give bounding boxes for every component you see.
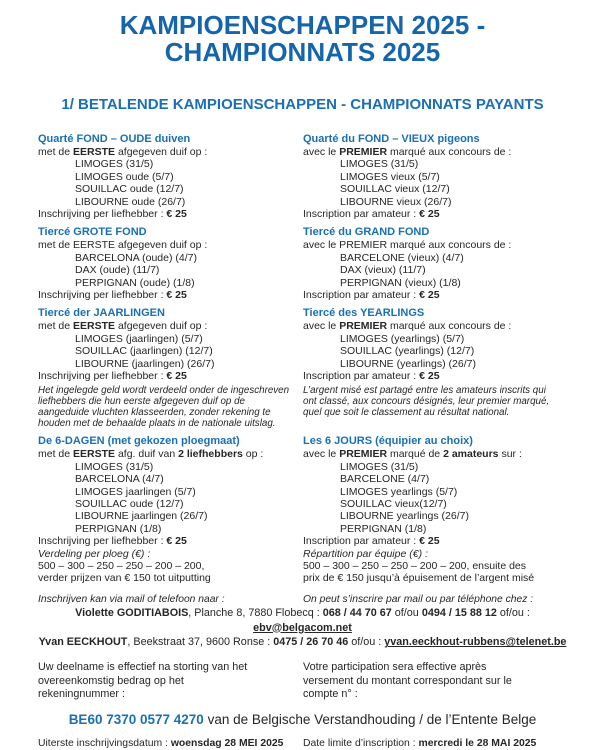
section-heading: Les 6 JOURS (équipier au choix): [303, 435, 473, 448]
flight-item: LIBOURNE (yearlings) (26/7): [340, 357, 476, 370]
iban-number: BE60 7370 0577 4270: [68, 711, 204, 727]
fee-label: Inscription par amateur :: [303, 370, 420, 383]
intro-text: marqué de: [387, 448, 444, 461]
flight-item: LIMOGES jaarlingen (5/7): [75, 485, 196, 498]
section-6-dagen: [38, 435, 303, 584]
section-intro: [303, 320, 567, 332]
intro-bold: PREMIER: [339, 146, 388, 158]
deadline-row: [38, 738, 567, 750]
flight-item: BARCELONE (vieux) (4/7): [340, 251, 464, 264]
flight-item: PERPIGNAN (1/8): [75, 522, 162, 535]
section-tierce-jaarlingen: [38, 307, 303, 429]
flight-item: LIMOGES (31/5): [340, 460, 419, 473]
intro-text: avec le: [303, 146, 340, 158]
title-line-2: CHAMPIONNATS 2025: [164, 37, 441, 67]
fee-value: € 25: [419, 208, 440, 221]
intro-bold: EERSTE: [73, 448, 116, 461]
flight-item: LIMOGES (31/5): [75, 158, 154, 171]
flight-item: LIMOGES (yearlings) (5/7): [340, 332, 465, 345]
flight-item: SOUILLAC vieux(12/7): [340, 497, 447, 510]
section-intro: [38, 146, 303, 158]
intro-text: met de: [38, 146, 74, 158]
deadline-date: mercredi le 28 MAI 2025: [418, 737, 537, 749]
intro-text: afg. duif van: [115, 448, 179, 461]
intro-text: avec le: [303, 448, 340, 461]
flight-item: LIBOURNE oude (26/7): [75, 195, 186, 208]
distribution-extra: verder prijzen van € 150 tot uitputting: [38, 572, 211, 585]
contact-phone: 068 / 44 70 67: [322, 606, 392, 619]
payout-note: Het ingelegde geld wordt verdeeld onder de ingeschreven liefhebbers die hun eerste afgegeven duif op de aangeduide vluchten klasseerden, zonder rekening te houden met de behaalde plaats in de nationale uitslag.: [38, 384, 290, 430]
intro-text: avec le: [303, 320, 340, 333]
fee-label: Inschrijving per liefhebber :: [38, 535, 167, 548]
intro-text: afgegeven duif op :: [115, 320, 208, 333]
flight-item: SOUILLAC (yearlings) (12/7): [340, 345, 475, 358]
section-heading: Tiercé der JAARLINGEN: [38, 307, 165, 320]
flight-item: LIMOGES (31/5): [340, 158, 419, 171]
fee-label: Inschrijving per liefhebber :: [38, 208, 167, 221]
flight-item: LIBOURNE vieux (26/7): [340, 195, 452, 208]
contact-address: , Beekstraat 37, 9600 Ronse :: [127, 636, 274, 649]
distribution-label: Répartition par équipe (€) :: [303, 547, 428, 560]
contact-phone: 0475 / 26 70 46: [273, 636, 349, 649]
intro-bold: EERSTE: [73, 146, 116, 158]
fee-value: € 25: [419, 370, 440, 383]
contact-phone: 0494 / 15 88 12: [421, 606, 497, 619]
flight-item: LIMOGES (jaarlingen) (5/7): [75, 332, 203, 345]
fee-value: € 25: [166, 289, 187, 302]
flight-item: DAX (oude) (11/7): [75, 264, 160, 277]
flight-item: LIBOURNE yearlings (26/7): [340, 510, 469, 523]
fee-value: € 25: [166, 370, 187, 383]
deadline-fr: [303, 738, 567, 750]
flight-item: PERPIGNAN (oude) (1/8): [75, 276, 195, 289]
section-heading: Tiercé du GRAND FOND: [303, 226, 430, 239]
intro-bold: 2 amateurs: [443, 448, 499, 461]
intro-text: marqué aux concours de :: [387, 146, 512, 158]
section-intro: [38, 448, 303, 460]
intro-bold: PREMIER: [339, 448, 388, 461]
flight-item: LIMOGES yearlings (5/7): [340, 485, 458, 498]
flight-item: SOUILLAC vieux (12/7): [340, 183, 450, 196]
section-heading: Quarté FOND – OUDE duiven: [38, 133, 191, 145]
section-heading: Quarté du FOND – VIEUX pigeons: [303, 133, 480, 145]
contact-separator: of/ou :: [348, 636, 385, 649]
paying-championships-subtitle: 1/ BETALENDE KAMPIOENSCHAPPEN - CHAMPIONNATS PAYANTS: [61, 96, 544, 113]
flight-item: LIMOGES (31/5): [75, 460, 154, 473]
payment-note-fr: Votre participation sera effective après versement du montant correspondant sur le compte n° :: [303, 661, 512, 701]
entry-fee: [303, 208, 567, 220]
payout-note: L’argent misé est partagé entre les amateurs inscrits qui ont classé, aux concours désignés, leur premier marqué, quel que soit le classement au résultat national.: [303, 384, 550, 418]
section-intro: met de EERSTE afgegeven duif op :: [38, 239, 208, 252]
contact-intro-row: [38, 594, 567, 606]
section-heading: Tiercé GROTE FOND: [38, 226, 147, 239]
flight-item: PERPIGNAN (1/8): [340, 522, 427, 535]
email-link[interactable]: yvan.eeckhout-rubbens@telenet.be: [384, 636, 567, 649]
flight-item: LIMOGES vieux (5/7): [340, 170, 440, 183]
contact-name: Yvan EECKHOUT: [38, 636, 128, 649]
fee-label: Inschrijving per liefhebber :: [38, 289, 167, 302]
flight-item: PERPIGNAN (vieux) (1/8): [340, 276, 461, 289]
fee-label: Inschrijving per liefhebber :: [38, 370, 167, 383]
contact-address: , Planche 8, 7880 Flobecq :: [188, 606, 323, 619]
section-6-jours: [303, 435, 567, 584]
section-intro: [38, 320, 303, 332]
intro-text: afgegeven duif op :: [115, 146, 208, 158]
flight-item: LIBOURNE (jaarlingen) (26/7): [75, 357, 215, 370]
flight-item: SOUILLAC oude (12/7): [75, 183, 184, 196]
section-intro: avec le PREMIER marqué aux concours de :: [303, 239, 512, 252]
section-quarte-fond-vieux: [303, 133, 567, 220]
fee-value: € 25: [419, 289, 440, 302]
sections-grid: [38, 133, 567, 591]
contact-line-yvan: [38, 635, 567, 650]
flight-item: LIMOGES oude (5/7): [75, 170, 174, 183]
account-holder: van de Belgische Verstandhouding / de l’Entente Belge: [203, 711, 537, 727]
section-tierce-yearlings: [303, 307, 567, 429]
contact-separator: of/ou: [391, 606, 422, 619]
deadline-label: Uiterste inschrijvingsdatum :: [38, 737, 171, 749]
bank-account-line: [38, 712, 567, 727]
intro-text: met de: [38, 320, 74, 333]
entry-fee: [38, 535, 303, 547]
flight-item: BARCELONA (oude) (4/7): [75, 251, 197, 264]
entry-fee: [303, 370, 567, 382]
entry-fee: [303, 535, 567, 547]
distribution-values: 500 – 300 – 250 – 250 – 200 – 200, ensuite des: [303, 559, 527, 572]
fee-label: Inscription par amateur :: [303, 535, 420, 548]
flight-item: SOUILLAC (jaarlingen) (12/7): [75, 345, 213, 358]
flight-item: DAX (vieux) (11/7): [340, 264, 426, 277]
deadline-label: Date limite d’inscription :: [303, 737, 419, 749]
fee-value: € 25: [166, 535, 187, 548]
distribution-values: 500 – 300 – 250 – 250 – 200 – 200,: [38, 559, 205, 572]
intro-text: met de: [38, 448, 74, 461]
section-quarte-fond-oude: [38, 133, 303, 220]
section-intro: [303, 448, 567, 460]
deadline-nl: [38, 738, 303, 750]
section-intro: [303, 146, 567, 158]
section-heading: Tiercé des YEARLINGS: [303, 307, 425, 320]
payment-note-nl: Uw deelname is effectief na storting van het overeenkomstig bedrag op het rekeningnummer :: [38, 661, 248, 701]
intro-bold: 2 liefhebbers: [178, 448, 243, 461]
entry-fee: [38, 208, 303, 220]
contact-line-violette: [38, 606, 567, 636]
flight-item: LIBOURNE jaarlingen (26/7): [75, 510, 208, 523]
intro-text: marqué aux concours de :: [387, 320, 512, 333]
distribution-label: Verdeling per ploeg (€) :: [38, 547, 151, 560]
flight-item: BARCELONE (4/7): [340, 473, 430, 486]
intro-text: op :: [242, 448, 264, 461]
contact-intro-fr: On peut s’inscrire par mail ou par téléphone chez :: [303, 593, 534, 605]
distribution-extra: prix de € 150 jusqu’à épuisement de l’argent misé: [303, 572, 535, 585]
deadline-date: woensdag 28 MEI 2025: [170, 737, 284, 749]
intro-text: sur :: [498, 448, 522, 461]
contact-name: Violette GODITIABOIS: [75, 606, 189, 619]
payment-note-row: [38, 661, 567, 702]
flight-item: SOUILLAC oude (12/7): [75, 497, 184, 510]
entry-fee: [38, 289, 303, 301]
flight-item: BARCELONA (4/7): [75, 473, 164, 486]
fee-value: € 25: [419, 535, 440, 548]
fee-label: Inscription par amateur :: [303, 208, 420, 221]
section-tierce-grand-fond: [303, 226, 567, 301]
fee-value: € 25: [166, 208, 187, 221]
intro-bold: EERSTE: [73, 320, 116, 333]
title-line-1: KAMPIOENSCHAPPEN 2025 -: [119, 10, 486, 40]
section-tierce-grote-fond: [38, 226, 303, 301]
page-title: [38, 12, 567, 66]
section-heading: De 6-DAGEN (met gekozen ploegmaat): [38, 435, 240, 448]
contact-separator: of/ou :: [496, 606, 530, 619]
intro-bold: PREMIER: [339, 320, 388, 333]
contact-intro-nl: Inschrijven kan via mail of telefoon naar :: [38, 593, 225, 605]
email-link[interactable]: ebv@belgacom.net: [253, 621, 352, 634]
entry-fee: [303, 289, 567, 301]
entry-fee: [38, 370, 303, 382]
fee-label: Inscription par amateur :: [303, 289, 420, 302]
